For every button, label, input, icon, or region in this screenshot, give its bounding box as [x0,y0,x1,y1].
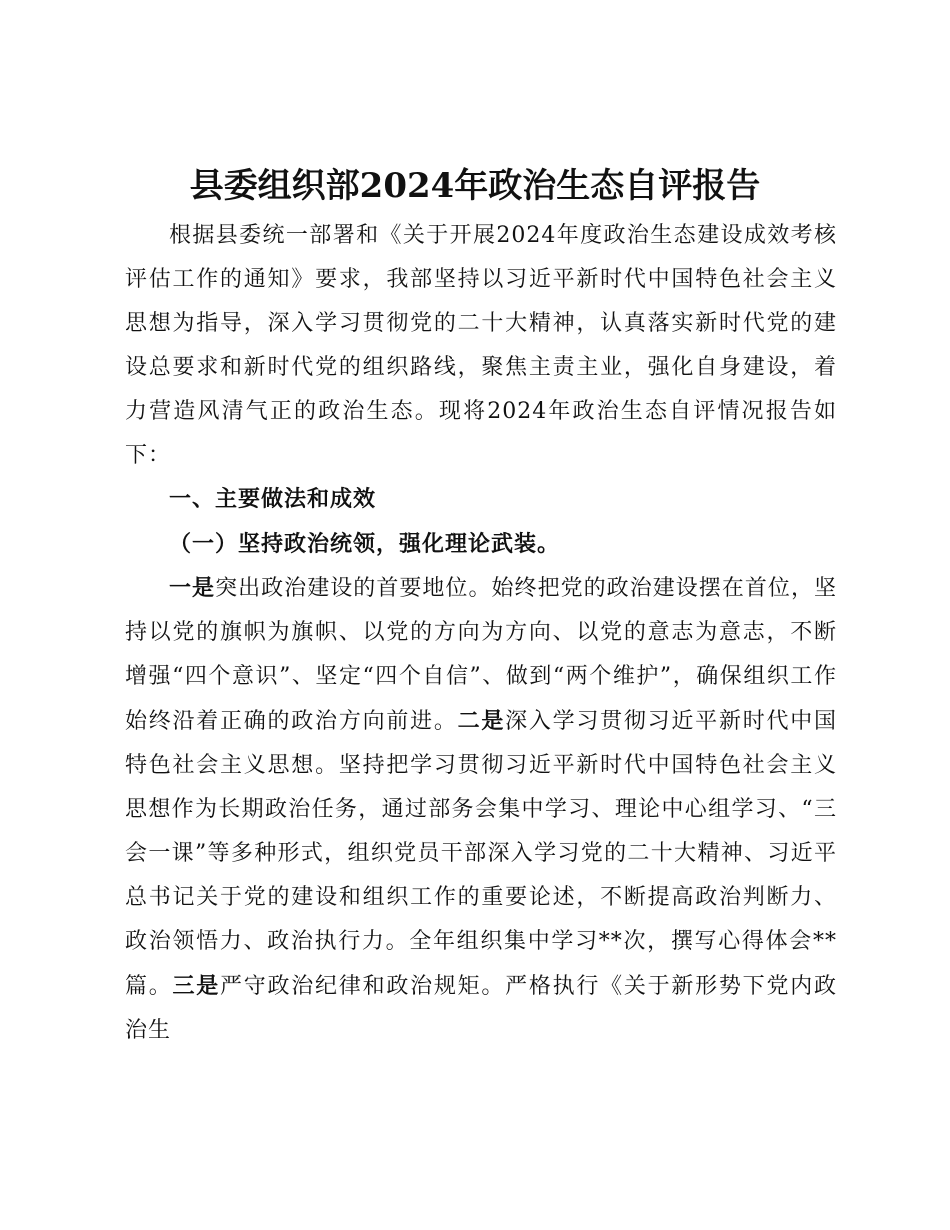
point-text-2: 深入学习贯彻习近平新时代中国特色社会主义思想。坚持把学习贯彻习近平新时代中国特色社会主义思想作为长期政治任务，通过部务会集中学习、理论中心组学习、“三会一课”等多种形式，组织党员干部深入学习党的二十大精神、习近平总书记关于党的建设和组织工作的重要论述，不断提高政治判断力、政治领悟力、政治执行力。全年组织集中学习**次，撰写心得体会**篇。 [125,709,837,999]
document-body [125,214,837,1053]
intro-paragraph: 根据县委统一部署和《关于开展2024年度政治生态建设成效考核评估工作的通知》要求，我部坚持以习近平新时代中国特色社会主义思想为指导，深入学习贯彻党的二十大精神，认真落实新时代党的建设总要求和新时代党的组织路线，聚焦主责主业，强化自身建设，着力营造风清气正的政治生态。现将2024年政治生态自评情况报告如下： [125,223,837,468]
subsection-heading: （一）坚持政治统领，强化理论武装。 [169,531,561,557]
section-heading: 一、主要做法和成效 [169,487,377,512]
point-lead-3: 三是 [172,973,221,999]
point-lead-2: 二是 [457,708,506,734]
document-title: 县委组织部2024年政治生态自评报告 [189,166,761,206]
points-paragraph [125,566,837,1053]
point-lead-1: 一是 [169,575,216,601]
point-text-3: 严守政治纪律和政治规矩。严格执行《关于新形势下党内政治生 [125,974,837,1043]
point-text-1: 突出政治建设的首要地位。始终把党的政治建设摆在首位，坚持以党的旗帜为旗帜、以党的方向为方向、以党的意志为意志，不断增强“四个意识”、坚定“四个自信”、做到“两个维护”，确保组织工作始终沿着正确的政治方向前进。 [125,576,837,734]
